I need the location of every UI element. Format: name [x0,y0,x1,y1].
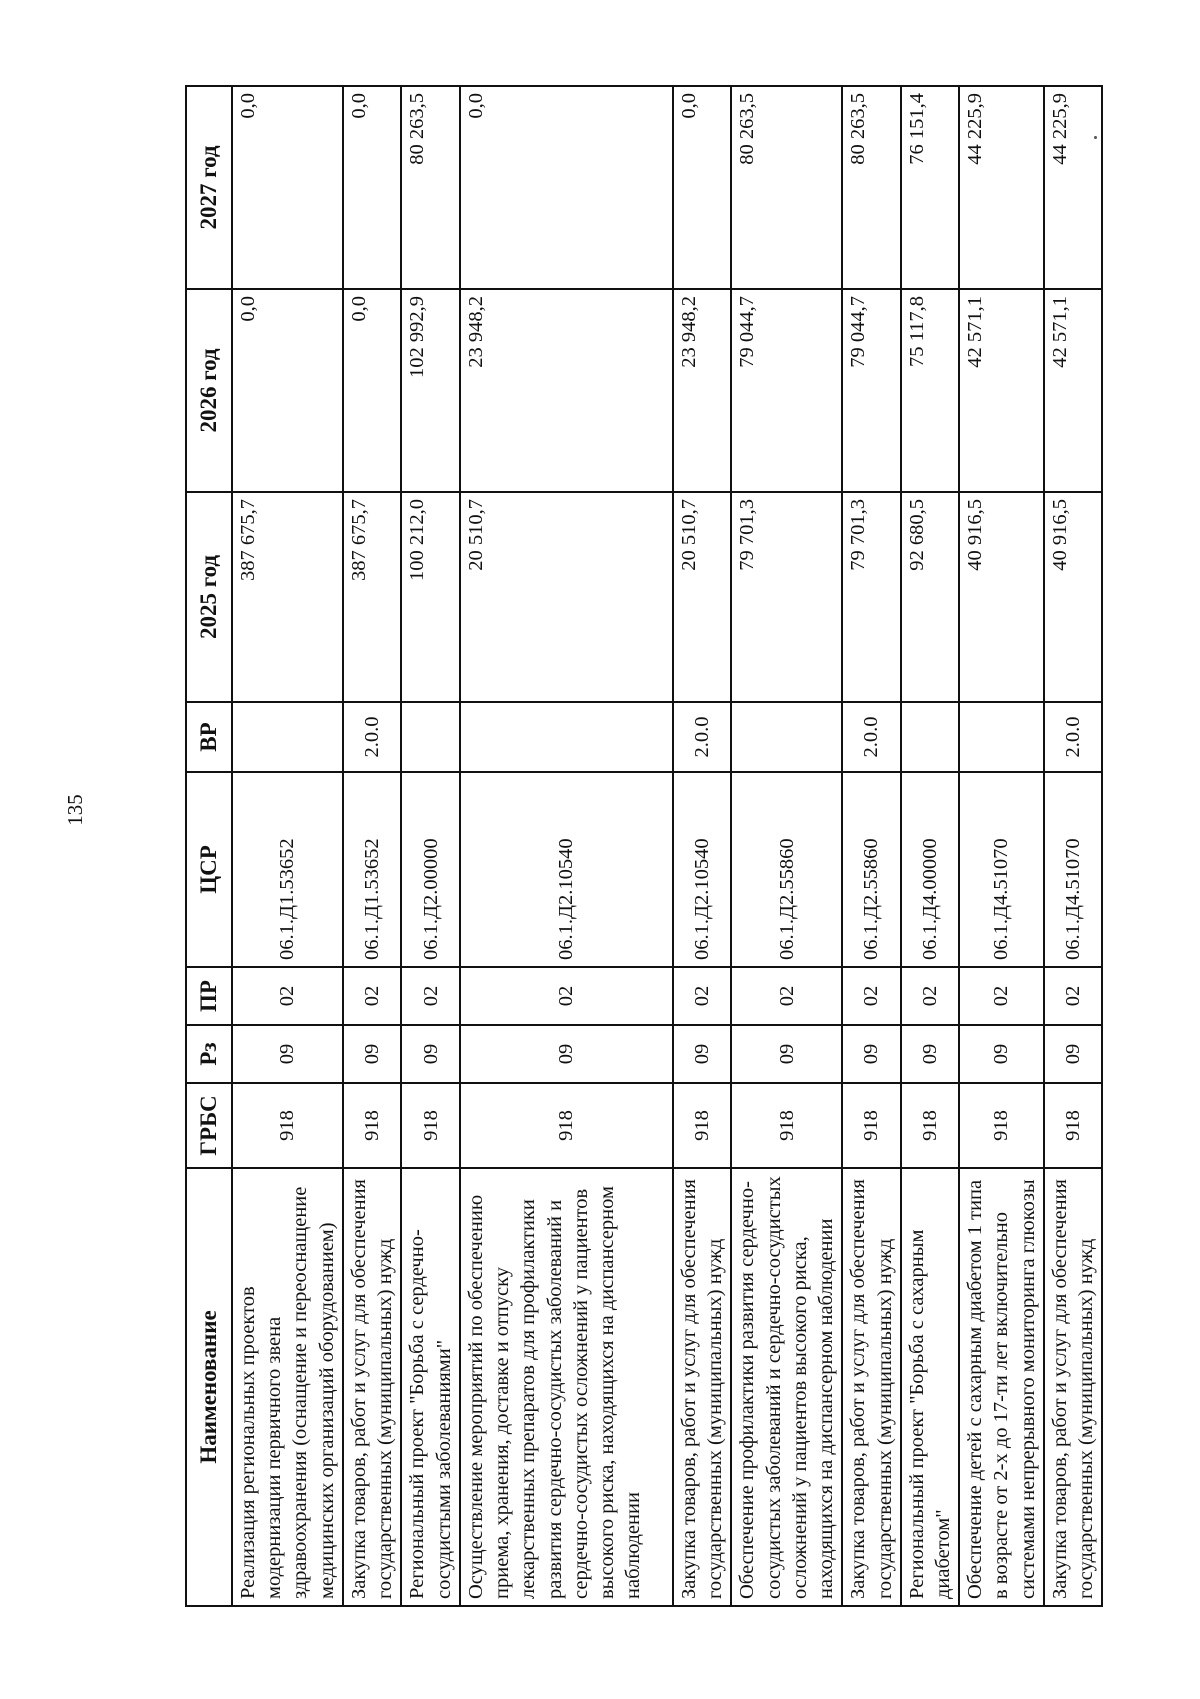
row-2027: 80 263,5 [842,86,900,289]
row-name: Осуществление мероприятий по обеспечению приема, хранения, доставке и отпуску лекарственных препаратов для профилактики развития сердечно-сосудистых заболеваний и сердечно-сосудистых осложнений у пациентов высокого риска, находящихся на диспансерном наблюдении [460,1168,673,1606]
row-2025: 20 510,7 [673,492,731,702]
row-csr: 06.1.Д2.55860 [731,772,842,967]
table-row [901,86,959,1606]
column-header-rz: Рз [186,1025,232,1083]
row-2025: 100 212,0 [401,492,459,702]
row-vr: 2.0.0 [842,702,900,772]
row-2026: 42 571,1 [959,289,1044,492]
table-body [232,86,1102,1606]
row-2025: 79 701,3 [731,492,842,702]
row-grbs: 918 [731,1083,842,1168]
row-2027: 0,0 [673,86,731,289]
row-pr: 02 [232,967,343,1025]
row-name: Региональный проект "Борьба с сердечно-сосудистыми заболеваниями" [401,1168,459,1606]
row-vr [232,702,343,772]
row-grbs: 918 [401,1083,459,1168]
row-name: Закупка товаров, работ и услуг для обеспечения государственных (муниципальных) нужд [343,1168,401,1606]
row-grbs: 918 [673,1083,731,1168]
column-header-vr: ВР [186,702,232,772]
table-row [1044,86,1102,1606]
row-csr: 06.1.Д4.00000 [901,772,959,967]
row-2026: 23 948,2 [673,289,731,492]
row-vr [401,702,459,772]
row-grbs: 918 [343,1083,401,1168]
row-csr: 06.1.Д4.51070 [959,772,1044,967]
row-2025: 40 916,5 [1044,492,1102,702]
row-vr: 2.0.0 [673,702,731,772]
budget-table [185,85,1103,1607]
row-2027: 0,0 [232,86,343,289]
row-2026: 75 117,8 [901,289,959,492]
row-pr: 02 [460,967,673,1025]
row-csr: 06.1.Д1.53652 [343,772,401,967]
row-2027: 76 151,4 [901,86,959,289]
table-row [401,86,459,1606]
table-row [731,86,842,1606]
row-rz: 09 [673,1025,731,1083]
row-name: Региональный проект "Борьба с сахарным диабетом" [901,1168,959,1606]
row-grbs: 918 [1044,1083,1102,1168]
row-pr: 02 [901,967,959,1025]
row-2026: 42 571,1 [1044,289,1102,492]
row-vr [959,702,1044,772]
row-2027: 80 263,5 [401,86,459,289]
row-2027: 44 225,9 [1044,86,1102,289]
row-pr: 02 [731,967,842,1025]
row-2026: 23 948,2 [460,289,673,492]
row-2027: 0,0 [460,86,673,289]
row-vr [901,702,959,772]
row-rz: 09 [842,1025,900,1083]
table-head [186,86,232,1606]
row-2025: 387 675,7 [232,492,343,702]
row-vr [731,702,842,772]
row-pr: 02 [343,967,401,1025]
row-csr: 06.1.Д2.00000 [401,772,459,967]
row-vr: 2.0.0 [1044,702,1102,772]
row-pr: 02 [959,967,1044,1025]
table-row [343,86,401,1606]
column-header-csr: ЦСР [186,772,232,967]
row-2025: 20 510,7 [460,492,673,702]
row-grbs: 918 [460,1083,673,1168]
row-csr: 06.1.Д2.10540 [460,772,673,967]
row-rz: 09 [343,1025,401,1083]
row-2026: 102 992,9 [401,289,459,492]
row-rz: 09 [232,1025,343,1083]
column-header-2027: 2027 год [186,86,232,289]
row-rz: 09 [731,1025,842,1083]
table-row [232,86,343,1606]
row-csr: 06.1.Д1.53652 [232,772,343,967]
column-header-name: Наименование [186,1168,232,1606]
row-pr: 02 [842,967,900,1025]
table-row [673,86,731,1606]
column-header-pr: ПР [186,967,232,1025]
column-header-2026: 2026 год [186,289,232,492]
table-row [460,86,673,1606]
row-2026: 0,0 [232,289,343,492]
row-2025: 387 675,7 [343,492,401,702]
row-name: Закупка товаров, работ и услуг для обеспечения государственных (муниципальных) нужд [1044,1168,1102,1606]
row-csr: 06.1.Д2.10540 [673,772,731,967]
row-grbs: 918 [842,1083,900,1168]
row-2027: 44 225,9 [959,86,1044,289]
row-2027: 0,0 [343,86,401,289]
page-number: 135 [63,794,87,826]
row-rz: 09 [401,1025,459,1083]
row-name: Реализация региональных проектов модернизации первичного звена здравоохранения (оснащение и переоснащение медицинских организаций оборудованием) [232,1168,343,1606]
row-2026: 79 044,7 [842,289,900,492]
row-grbs: 918 [959,1083,1044,1168]
column-header-grbs: ГРБС [186,1083,232,1168]
row-csr: 06.1.Д4.51070 [1044,772,1102,967]
row-grbs: 918 [901,1083,959,1168]
row-rz: 09 [460,1025,673,1083]
row-vr [460,702,673,772]
row-grbs: 918 [232,1083,343,1168]
row-2026: 0,0 [343,289,401,492]
row-csr: 06.1.Д2.55860 [842,772,900,967]
row-rz: 09 [959,1025,1044,1083]
row-vr: 2.0.0 [343,702,401,772]
row-pr: 02 [1044,967,1102,1025]
row-rz: 09 [901,1025,959,1083]
row-name: Обеспечение профилактики развития сердечно-сосудистых заболеваний и сердечно-сосудистых осложнений у пациентов высокого риска, находящихся на диспансерном наблюдении [731,1168,842,1606]
table-row [842,86,900,1606]
row-2026: 79 044,7 [731,289,842,492]
row-name: Закупка товаров, работ и услуг для обеспечения государственных (муниципальных) нужд [673,1168,731,1606]
row-2027: 80 263,5 [731,86,842,289]
row-2025: 79 701,3 [842,492,900,702]
column-header-2025: 2025 год [186,492,232,702]
row-pr: 02 [401,967,459,1025]
row-pr: 02 [673,967,731,1025]
rotated-table-container [185,87,1098,1607]
row-name: Закупка товаров, работ и услуг для обеспечения государственных (муниципальных) нужд [842,1168,900,1606]
row-rz: 09 [1044,1025,1102,1083]
row-2025: 92 680,5 [901,492,959,702]
table-row [959,86,1044,1606]
row-2025: 40 916,5 [959,492,1044,702]
row-name: Обеспечение детей с сахарным диабетом 1 типа в возрасте от 2-х до 17-ти лет включительно системами непрерывного мониторинга глюкозы [959,1168,1044,1606]
